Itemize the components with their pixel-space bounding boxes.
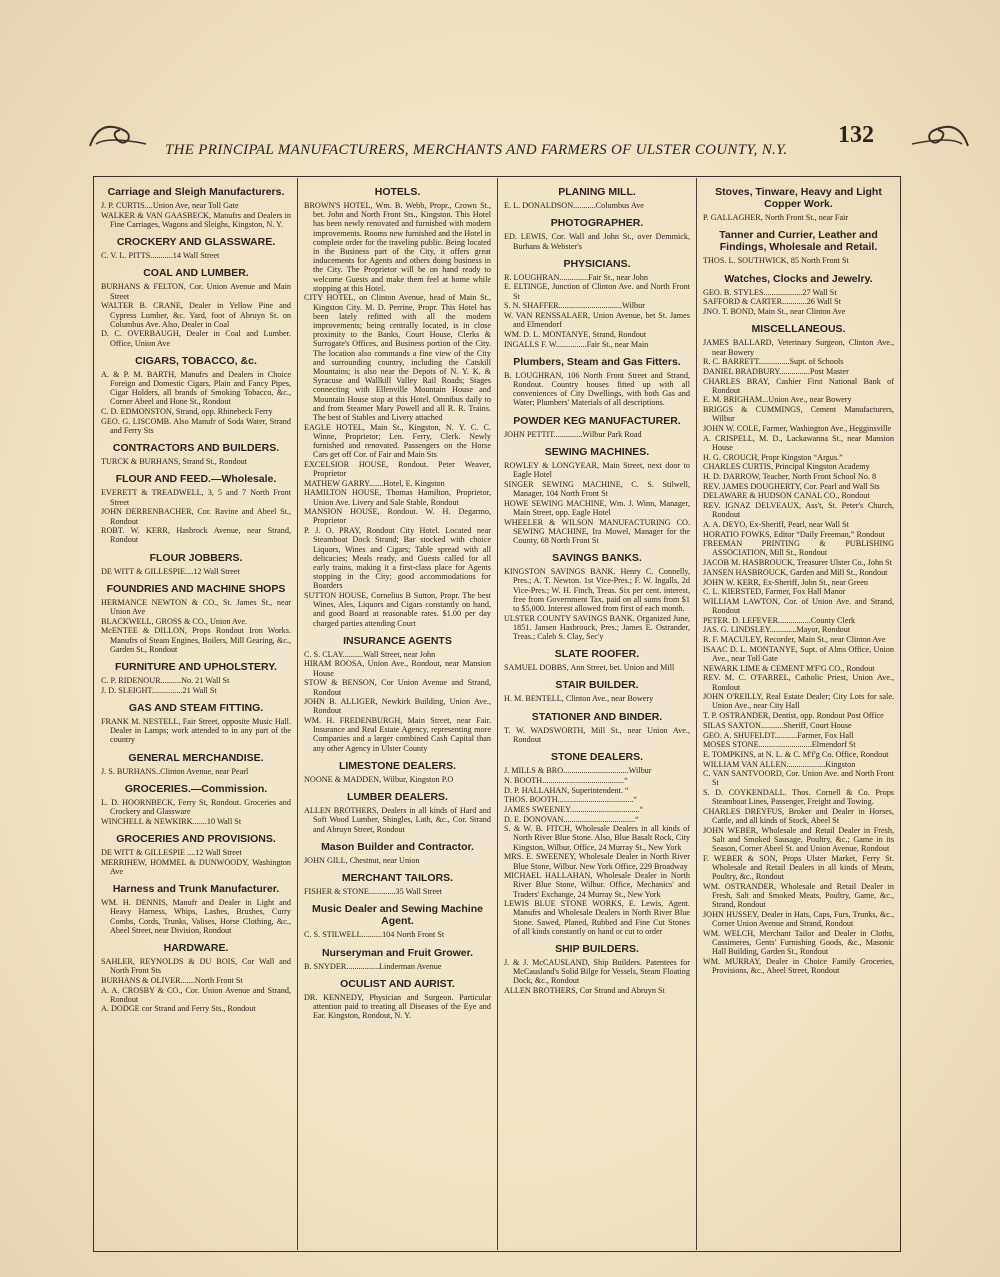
- directory-entry: JOHN DERRENBACHER, Cor. Ravine and Abeel St., Rondout: [101, 507, 291, 526]
- left-corner-ornament: [88, 118, 148, 148]
- directory-entry: CITY HOTEL, on Clinton Avenue, head of Main St., Kingston City. M. D. Perrine, Propr. This Hotel has been lately refitted with all the modern improvements; being centrally located, is in close proximity to the Banks, Court House, Clerks & Surrogate's Offices, and Business portion of the City. The location also commands a fine view of the City and surrounding country, including the Catskill Mountains; is also near the Depots of N. Y. K. & Syracuse and Wallkill Valley Rail Roads; Stages connecting with Ellenville Mountain House and Mountain House stop at this Hotel. Omnibus daily to and from Steamer Mary Powell and all R. R. Trains. The best of Stables and Livery attached: [304, 293, 491, 422]
- section-heading: Tanner and Currier, Leather and Findings, Wholesale and Retail.: [719, 229, 878, 254]
- directory-entry: JNO. T. BOND, Main St., near Clinton Ave: [703, 307, 846, 317]
- directory-entry: WM. H. DENNIS, Manufr and Dealer in Light and Heavy Harness, Whips, Lashes, Brushes, Curry Combs, Cords, Trunks, Valises, Horse Clothing, &c., Abeel Street, near Division, Rondout: [101, 898, 291, 935]
- section-heading: LUMBER DEALERS.: [347, 791, 448, 804]
- directory-entry: CHARLES CURTIS, Principal Kingston Academy: [703, 462, 870, 472]
- section-heading: CROCKERY AND GLASSWARE.: [116, 236, 276, 249]
- directory-entry: REV. M. C. O'FARREL, Catholic Priest, Union Ave., Rondout: [703, 673, 894, 692]
- directory-entry: S. D. COYKENDALL. Thos. Cornell & Co. Props Steamboat Lines, Passenger, Freight and Towing.: [703, 788, 894, 807]
- section-heading: Watches, Clocks and Jewelry.: [724, 272, 873, 285]
- directory-entry: BURHANS & OLIVER.......North Front St: [101, 975, 243, 985]
- directory-entry: EXCELSIOR HOUSE, Rondout. Peter Weaver, Proprietor: [304, 459, 491, 478]
- directory-entry: E. TOMPKINS, at N. L. & C. M'f'g Co. Office, Rondout: [703, 749, 889, 759]
- section-heading: HOTELS.: [374, 186, 421, 198]
- directory-entry: JOHN WEBER, Wholesale and Retail Dealer in Fresh, Salt and Smoked Sausage, Poultry, &c.; Game in its Season, Corner Abeel St. and Union Avenue, Rondout: [703, 825, 894, 854]
- directory-entry: JAMES SWEENEY..................................“: [504, 804, 644, 814]
- section-heading: Plumbers, Steam and Gas Fitters.: [513, 355, 681, 368]
- section-heading: PHYSICIANS.: [563, 257, 631, 270]
- directory-entry: KINGSTON SAVINGS BANK. Henry C. Connelly, Pres.; A. T. Newton. 1st Vice-Pres.; F. W. Ingalls, 2d Vice-Pres.; W. H. Finch, Treas. Six per cent. interest, free from Government Tax, paid on all sums from $1 to $5,000. Interest allowed from first of each month.: [504, 567, 690, 613]
- directory-entry: FISHER & STONE.............35 Wall Street: [304, 887, 442, 896]
- directory-entry: ALLEN BROTHERS, Cor Strand and Abruyn St: [504, 986, 665, 996]
- section-heading: GAS AND STEAM FITTING.: [128, 701, 264, 714]
- directory-entry: INGALLS F. W...............Fair St., near Main: [504, 339, 649, 349]
- directory-entry: JOHN GILL, Chestnut, near Union: [304, 855, 420, 865]
- directory-entry: ISAAC D. L. MONTANYE, Supt. of Alms Office, Union Ave., near Toll Gate: [703, 644, 894, 663]
- directory-entry: JOHN W. COLE, Farmer, Washington Ave., Hegginsville: [703, 424, 892, 433]
- directory-entry: A. A. CROSBY & CO., Cor. Union Avenue and Strand, Rondout: [101, 985, 291, 1004]
- directory-entry: H. G. CROUCH, Propr Kingston “Argus.”: [703, 452, 843, 462]
- section-heading: POWDER KEG MANUFACTURER.: [513, 414, 681, 427]
- section-heading: Carriage and Sleigh Manufacturers.: [107, 186, 285, 198]
- directory-entry: WM. OSTRANDER, Wholesale and Retail Dealer in Fresh, Salt and Smoked Meats, Poultry, Game, &c., Strand, Rondout: [703, 882, 894, 910]
- directory-entry: A. A. DEYO, Ex-Sheriff, Pearl, near Wall St: [703, 519, 849, 529]
- directory-entry: HERMANCE NEWTON & CO., St. James St., near Union Ave: [101, 597, 291, 617]
- directory-entry: HORATIO FOWKS, Editor “Daily Freeman,” Rondout: [703, 529, 885, 539]
- section-heading: SAVINGS BANKS.: [552, 552, 642, 565]
- directory-entry: ULSTER COUNTY SAVINGS BANK. Organized June, 1851. Jansen Hasbrouck, Pres.; James E. Ostrander, Treas.; Caleb S. Clay, Sec'y: [504, 613, 690, 641]
- directory-entry: C. D. EDMONSTON, Strand, opp. Rhinebeck Ferry: [101, 407, 273, 417]
- directory-entry: THOS. BOOTH.....................................“: [504, 795, 638, 805]
- directory-entry: C. V. L. PITTS...........14 Wall Street: [101, 251, 220, 261]
- directory-entry: A. DODGE cor Strand and Ferry Sts., Rondout: [101, 1004, 256, 1014]
- directory-entry: B. SNYDER................Linderman Avenue: [304, 961, 442, 971]
- directory-entry: HAMILTON HOUSE, Thomas Hamilton, Proprietor, Union Ave. Livery and Sale Stable, Rondout: [304, 488, 491, 507]
- directory-entry: DE WITT & GILLESPIE....12 Wall Street: [101, 566, 240, 576]
- directory-entry: JOHN O'REILLY, Real Estate Dealer; City Lots for sale. Union Ave., near City Hall: [703, 692, 894, 711]
- directory-entry: EAGLE HOTEL, Main St., Kingston, N. Y. C. C. Winne, Proprietor; Len. Ferry, Clerk. Newly furnished and renovated. Passengers on the Horse Cars get off Cor. of Fair and Main Sts: [304, 422, 491, 460]
- directory-entry: CHARLES DREYFUS, Broker and Dealer in Horses, Cattle, and all kinds of Stock, Abeel St: [703, 807, 894, 826]
- directory-entry: J. S. BURHANS..Clinton Avenue, near Pearl: [101, 766, 249, 776]
- section-heading: GROCERIES AND PROVISIONS.: [116, 832, 276, 845]
- directory-entry: JACOB M. HASBROUCK, Treasurer Ulster Co., John St: [703, 558, 893, 568]
- directory-entry: LEWIS BLUE STONE WORKS, E. Lewis, Agent. Manufrs and Wholesale Dealers in North River Blue Stone. Sawed, Planed, Rubbed and Fine Cut Stones of all kinds constantly on hand or cut to order: [504, 899, 690, 936]
- directory-entry: B. LOUGHRAN, 106 North Front Street and Strand, Rondout. Country houses fitted up with all conveniences of City Dwellings, with both Gas and Water; Plumbers' Materials of all descriptions.: [504, 370, 690, 408]
- directory-entry: C. VAN SANTVOORD, Cor. Union Ave. and North Front St: [703, 769, 894, 788]
- section-heading: INSURANCE AGENTS: [343, 634, 452, 647]
- section-heading: HARDWARE.: [163, 941, 229, 954]
- section-heading: FURNITURE AND UPHOLSTERY.: [115, 661, 277, 673]
- directory-entry: SILAS SAXTON...........Sheriff, Court House: [703, 720, 852, 730]
- directory-entry: HOWE SEWING MACHINE, Wm. J. Winn, Manager, Main Street, opp. Eagle Hotel: [504, 498, 690, 517]
- directory-entry: R. F. MACULEY, Recorder, Main St., near Clinton Ave: [703, 635, 886, 645]
- directory-entry: C. L. KIERSTED, Farmer, Fox Hall Manor: [703, 587, 846, 597]
- section-heading: Mason Builder and Contractor.: [321, 840, 474, 853]
- directory-entry: DR. KENNEDY, Physician and Surgeon. Particular attention paid to treating all Diseases of the Eye and Ear. Kingston, Rondout, N. Y.: [304, 992, 491, 1021]
- section-heading: PHOTOGRAPHER.: [550, 217, 644, 230]
- directory-entry: WILLIAM LAWTON, Cor. of Union Ave. and Strand, Rondout: [703, 596, 894, 616]
- section-heading: MERCHANT TAILORS.: [341, 871, 454, 884]
- directory-entry: A. CRISPELL, M. D., Lackawanna St., near Mansion House: [703, 433, 894, 452]
- directory-entry: JOHN W. KERR, Ex-Sheriff, John St., near Green: [703, 577, 868, 587]
- directory-entry: BURHANS & FELTON, Cor. Union Avenue and Main Street: [101, 282, 291, 301]
- directory-entry: GEO. B. STYLES...................27 Wall St: [703, 287, 837, 297]
- directory-entry: SAFFORD & CARTER............26 Wall St: [703, 297, 841, 307]
- section-heading: GROCERIES.—Commission.: [124, 782, 268, 795]
- section-heading: CIGARS, TOBACCO, &c.: [135, 354, 257, 367]
- directory-entry: JOHN PETTIT..............Wilbur Park Road: [504, 429, 642, 439]
- directory-entry: W. VAN RENSSALAER, Union Avenue, bet St. James and Elmendorf: [504, 311, 690, 330]
- directory-entry: E. M. BRIGHAM...Union Ave., near Bowery: [703, 395, 852, 405]
- directory-entry: DANIEL BRADBURY...............Post Master: [703, 366, 849, 376]
- directory-entry: ALLEN BROTHERS, Dealers in all kinds of Hard and Soft Wood Lumber, Shingles, Lath, &c., Cor. Strand and Abruyn Street, Rondout: [304, 806, 491, 834]
- directory-entry: GEO. G. LISCOMB. Also Manufr of Soda Water, Strand and Ferry Sts: [101, 416, 291, 435]
- directory-entry: JAMES BALLARD, Veterinary Surgeon, Clinton Ave., near Bowery: [703, 338, 894, 357]
- section-heading: COAL AND LUMBER.: [143, 267, 249, 280]
- directory-entry: P. GALLAGHER, North Front St., near Fair: [703, 213, 849, 223]
- directory-column-1: [95, 178, 297, 1250]
- directory-entry: E. L. DONALDSON...........Columbus Ave: [504, 201, 644, 211]
- section-heading: Music Dealer and Sewing Machine Agent.: [312, 903, 483, 928]
- directory-entry: SAHLER, REYNOLDS & DU BOIS, Cor Wall and North Front Sts: [101, 956, 291, 976]
- directory-entry: JAS. G. LINDSLEY.............Mayor, Rondout: [703, 625, 851, 635]
- section-heading: Nurseryman and Fruit Grower.: [321, 946, 474, 959]
- section-heading: SEWING MACHINES.: [544, 445, 650, 458]
- directory-entry: TURCK & BURHANS, Strand St., Rondout: [101, 457, 248, 467]
- directory-entry: BLACKWELL, GROSS & CO., Union Ave.: [101, 616, 248, 626]
- directory-entry: ED. LEWIS, Cor. Wall and John St., over Demmick, Burhans & Webster's: [504, 232, 690, 251]
- directory-entry: JANSEN HASBROUCK, Garden and Mill St., Rondout: [703, 567, 888, 577]
- directory-entry: ROBT. W. KERR, Hasbrock Avenue, near Strand, Rondout: [101, 526, 291, 545]
- directory-entry: R. C. BARRETT...............Supt. of Schools: [703, 357, 844, 367]
- section-heading: OCULIST AND AURIST.: [340, 977, 455, 990]
- directory-entry: WALKER & VAN GAASBECK, Manufrs and Dealers in Fine Carriages, Wagons and Sleighs, Kingston, N. Y.: [101, 210, 291, 229]
- directory-entry: WALTER B. CRANE, Dealer in Yellow Pine and Cypress Lumber, &c. Yard, foot of Abruyn St. on Columbus Ave. Also, Dealer in Coal: [101, 301, 291, 329]
- directory-entry: SUTTON HOUSE, Cornelius B Sutton, Propr. The best Wines, Ales, Liquors and Cigars constantly on hand, and good Board at reasonable rates. $1.00 per day charged parties attending Court: [304, 590, 491, 628]
- directory-entry: EVERETT & TREADWELL, 3, 5 and 7 North Front Street: [101, 488, 291, 507]
- directory-entry: GEO. A. SHUFELDT...........Farmer, Fox Hall: [703, 730, 854, 740]
- directory-entry: HIRAM ROOSA, Union Ave., Rondout, near Mansion House: [304, 659, 491, 678]
- section-heading: STONE DEALERS.: [551, 751, 643, 764]
- directory-entry: P. J. O. PRAY, Rondout City Hotel. Located near Steamboat Dock Strand; Bar stocked with choice Liquors, Wines and Cigars; Table spread with all delicacies; Meals ready, and Guests called for all early trains, making it a first-class place for Agents stopping in the City; good accommodations for Boarders: [304, 526, 491, 591]
- directory-entry: MATHEW GARRY.......Hotel, E. Kingston: [304, 478, 445, 488]
- directory-entry: WINCHELL & NEWKIRK.......10 Wall St: [101, 816, 242, 826]
- directory-entry: JOHN HUSSEY, Dealer in Hats, Caps, Furs, Trunks, &c., Corner Union Avenue and Strand, Rondout: [703, 910, 894, 929]
- directory-entry: STOW & BENSON, Cor Union Avenue and Strand, Rondout: [304, 678, 491, 697]
- directory-entry: MICHAEL HALLAHAN, Wholesale Dealer in North River Blue Stone, Wilbur. Office, Mechanics' and Traders' Exchange, 24 Murray St., New York: [504, 871, 690, 899]
- directory-entry: SINGER SEWING MACHINE, C. S. Stilwell, Manager, 104 North Front St: [504, 479, 690, 498]
- directory-entry: A. & P. M. BARTH, Manufrs and Dealers in Choice Foreign and Domestic Cigars, Plain and Fancy Pipes, Cigar Holders, all brands of Smoking Tobacco, &c., Corner Abeel and Hone St., Rondout: [101, 369, 291, 407]
- directory-entry: D. P. HALLAHAN, Superintendent. “: [504, 785, 629, 795]
- directory-entry: C. S. STILWELL..........104 North Front St: [304, 930, 445, 940]
- section-heading: FLOUR JOBBERS.: [149, 551, 243, 564]
- directory-entry: WM. H. FREDENBURGH, Main Street, near Fair. Insurance and Real Estate Agency, representing more Companies and a larger combined Cash Capital than any other Agency in Ulster County: [304, 716, 491, 753]
- right-corner-ornament: [910, 118, 970, 148]
- section-heading: Harness and Trunk Manufacturer.: [112, 883, 280, 896]
- section-heading: FOUNDRIES AND MACHINE SHOPS: [106, 582, 286, 595]
- directory-entry: BROWN'S HOTEL, Wm. B. Webb, Propr., Crown St., bet. John and North Front Sts., Kingston. This Hotel has been newly renovated and furnished with modern improvements. Rooms new furnished and the Hotel in complete order for the traveling public. Being located in the Business part of the City, it offers great inducements for Agents and others doing business in the City. The Proprietor will be on hand ready to welcome Guests and make them feel at home while stopping at this Hotel.: [304, 201, 491, 293]
- directory-entry: J. & J. McCAUSLAND, Ship Builders. Patentees for McCausland's Solid Bilge for Vessels, Steam Floating Dock, &c., Rondout: [504, 958, 690, 986]
- directory-entry: THOS. L. SOUTHWICK, 85 North Front St: [703, 256, 849, 266]
- directory-entry: S. & W. B. FITCH, Wholesale Dealers in all kinds of North River Blue Stone. Also, Blue Basalt Rock, City Kingston, Wilbur. Office, 24 Murray St., New York: [504, 824, 690, 852]
- directory-entry: D. E. DONOVAN...................................“: [504, 814, 639, 824]
- directory-entry: ROWLEY & LONGYEAR, Main Street, next door to Eagle Hotel: [504, 460, 690, 480]
- section-heading: Stoves, Tinware, Heavy and Light Copper Work.: [715, 186, 882, 211]
- directory-entry: PETER. D. LEFEVER................County Clerk: [703, 615, 856, 625]
- section-heading: STATIONER AND BINDER.: [531, 710, 663, 723]
- directory-entry: J. P. CURTIS....Union Ave, near Toll Gate: [101, 201, 239, 211]
- directory-entry: T. W. WADSWORTH, Mill St., near Union Ave., Rondout: [504, 725, 690, 744]
- section-heading: SHIP BUILDERS.: [555, 943, 639, 955]
- directory-entry: SAMUEL DOBBS, Ann Street, bet. Union and Mill: [504, 663, 675, 673]
- directory-entry: REV. JAMES DOUGHERTY, Cor. Pearl and Wall Sts: [703, 481, 880, 491]
- directory-entry: FREEMAN PRINTING & PUBLISHING ASSOCIATION, Mill St., Rondout: [703, 539, 894, 558]
- section-heading: FLOUR AND FEED.—Wholesale.: [115, 473, 277, 486]
- section-heading: PLANING MILL.: [558, 186, 636, 198]
- directory-entry: MOSES STONE..........................Elmendorf St: [703, 740, 856, 750]
- directory-column-4: [696, 178, 900, 1250]
- directory-entry: BRIGGS & CUMMINGS, Cement Manufacturers, Wilbur: [703, 405, 894, 424]
- page-header-title: THE PRINCIPAL MANUFACTURERS, MERCHANTS AND FARMERS OF ULSTER COUNTY, N.Y.: [165, 142, 788, 158]
- directory-entry: E. ELTINGE, Junction of Clinton Ave. and North Front St: [504, 282, 690, 301]
- directory-entry: R. LOUGHRAN..............Fair St., near John: [504, 272, 648, 282]
- section-heading: GENERAL MERCHANDISE.: [128, 751, 264, 764]
- directory-entry: JOHN B. ALLIGER, Newkirk Building, Union Ave., Rondout: [304, 697, 491, 716]
- directory-column-2: [297, 178, 497, 1250]
- directory-entry: F. WEBER & SON, Props Ulster Market, Ferry St. Wholesale and Retail Dealers in all kinds of Meats, Poultry, &c., Rondout: [703, 853, 894, 882]
- directory-entry: FRANK M. NESTELL, Fair Street, opposite Music Hall. Dealer in Lamps; work attended to in any part of the country: [101, 717, 291, 745]
- directory-entry: D. C. OVERBAUGH, Dealer in Coal and Lumber. Office, Union Ave: [101, 329, 291, 348]
- directory-entry: NOONE & MADDEN, Wilbur, Kingston P.O: [304, 774, 454, 784]
- section-heading: LIMESTONE DEALERS.: [338, 759, 457, 772]
- directory-entry: C. S. CLAY..........Wall Street, near John: [304, 649, 436, 659]
- directory-entry: DELAWARE & HUDSON CANAL CO., Rondout: [703, 491, 870, 501]
- directory-entry: H. M. BENTELL, Clinton Ave., near Bowery: [504, 694, 654, 704]
- section-heading: CONTRACTORS AND BUILDERS.: [112, 442, 280, 455]
- directory-entry: N. BOOTH........................................“: [504, 775, 628, 785]
- directory-entry: REV. IGNAZ DELVEAUX, Ass't, St. Peter's Church, Rondout: [703, 501, 894, 520]
- directory-column-3: [497, 178, 696, 1250]
- directory-entry: L. D. HOORNBECK, Ferry St, Rondout. Groceries and Crockery and Glassware: [101, 797, 291, 817]
- directory-entry: NEWARK LIME & CEMENT M'F'G CO., Rondout: [703, 663, 875, 673]
- directory-entry: WM. D. L. MONTANYE, Strand, Rondout: [504, 329, 647, 339]
- directory-entry: T. P. OSTRANDER, Dentist, opp. Rondout Post Office: [703, 711, 884, 721]
- section-heading: MISCELLANEOUS.: [751, 323, 846, 336]
- directory-entry: MANSION HOUSE, Rondout. W. H. Degarmo, Proprietor: [304, 507, 491, 526]
- section-heading: SLATE ROOFER.: [554, 648, 640, 661]
- directory-entry: WHEELER & WILSON MANUFACTURING CO. SEWING MACHINE, Ira Mowel, Manager for the County, 68 North Front St: [504, 517, 690, 545]
- directory-entry: C. P. RIDENOUR..........No. 21 Wall St: [101, 676, 230, 686]
- directory-entry: CHARLES BRAY, Cashier First National Bank of Rondout: [703, 376, 894, 395]
- directory-entry: MERRIHEW, HOMMEL & DUNWOODY, Washington Ave: [101, 857, 291, 876]
- directory-entry: DE WITT & GILLESPIE ....12 Wall Street: [101, 848, 242, 857]
- directory-entry: WM. MURRAY, Dealer in Choice Family Groceries, Provisions, &c., Abeel Street, Rondout: [703, 957, 894, 976]
- directory-entry: J. D. SLEIGHT...............21 Wall St: [101, 685, 217, 695]
- page-number: 132: [838, 122, 874, 148]
- directory-entry: McENTEE & DILLON, Props Rondout Iron Works. Manufrs of Steam Engines, Boilers, Mill Gearing, &c., Garden St., Rondout: [101, 626, 291, 654]
- section-heading: STAIR BUILDER.: [555, 679, 639, 692]
- directory-entry: WILLIAM VAN ALLEN...................Kingston: [703, 759, 856, 769]
- directory-entry: WM. WELCH, Merchant Tailor and Dealer in Cloths, Cassimeres, Gents' Furnishing Goods, &c., Masonic Hall Building, Garden St., Rondout: [703, 928, 894, 957]
- directory-entry: S. N. SHAFFER...............................Wilbur: [504, 301, 645, 311]
- directory-entry: J. MILLS & BRO................................Wilbur: [504, 766, 652, 776]
- directory-entry: MRS. E. SWEENEY, Wholesale Dealer in North River Blue Stone, Wilbur. New York Office, 229 Broadway: [504, 852, 690, 871]
- directory-entry: H. D. DARROW, Teacher, North Front School No. 8: [703, 471, 877, 481]
